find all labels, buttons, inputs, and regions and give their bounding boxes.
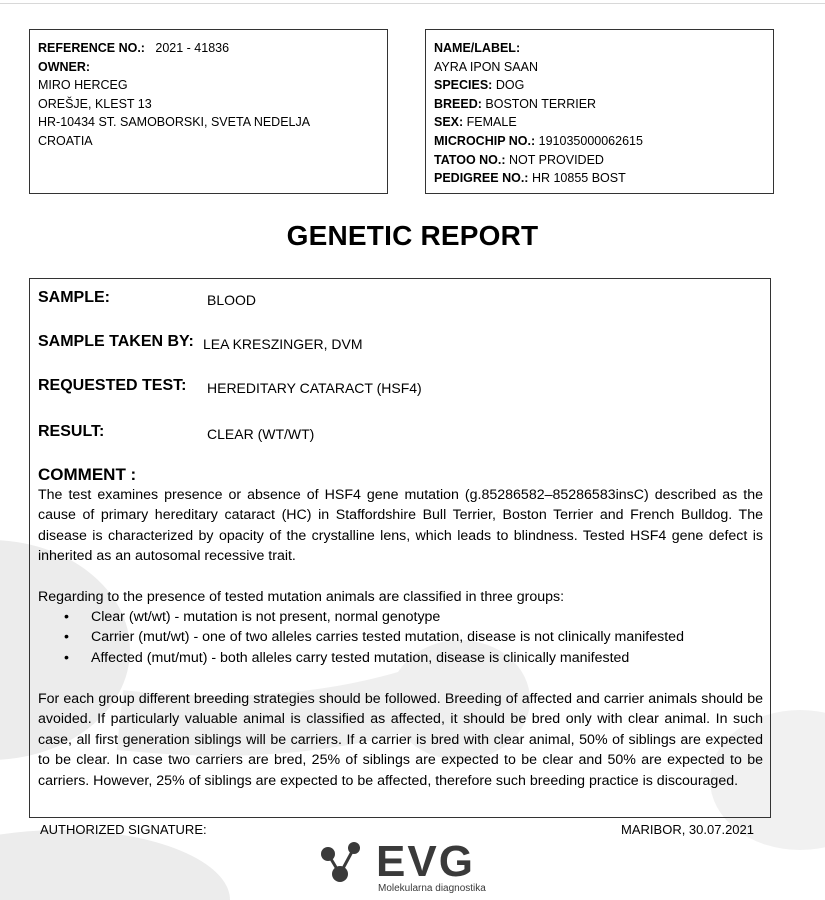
- list-item-text: Clear (wt/wt) - mutation is not present, normal genotype: [91, 609, 441, 625]
- pedigree-label: PEDIGREE NO.:: [434, 171, 529, 186]
- logo-wordmark: EVG: [376, 837, 475, 886]
- comment-paragraph-2: Regarding to the presence of tested mutation animals are classified in three groups:: [38, 589, 565, 605]
- report-body-box: [29, 278, 771, 818]
- sample-label: SAMPLE:: [38, 289, 110, 306]
- pedigree-value: HR 10855 BOST: [531, 171, 626, 186]
- taken-value: LEA KRESZINGER, DVM: [203, 336, 363, 352]
- bullet-dot: •: [64, 649, 69, 666]
- microchip-line: [434, 132, 765, 151]
- bg-blob-bottom-left: [0, 830, 230, 900]
- pet-name-label: NAME/LABEL:: [434, 41, 521, 55]
- evg-molecule-icon: [321, 842, 360, 882]
- reference-label: REFERENCE NO.:: [38, 41, 145, 55]
- pedigree-line: [434, 169, 765, 188]
- owner-country: CROATIA: [38, 133, 93, 148]
- list-item: [38, 607, 763, 627]
- breed-line: [434, 95, 765, 114]
- taken-label: SAMPLE TAKEN BY:: [38, 333, 194, 350]
- logo-subtitle: Molekularna diagnostika: [378, 883, 486, 894]
- genotype-list: [38, 607, 763, 668]
- place-date: MARIBOR, 30.07.2021: [621, 822, 754, 837]
- comment-paragraph-3: For each group different breeding strategies should be followed. Breeding of affected and carrier animals should be avoided. If particularly valuable animal is classified as affected, it should be bred only with clear animal. In such case, all first generation siblings will be carriers. If a carrier is bred with clear animal, 50% of siblings are expected to be clear. In case two carriers are bred, 25% of siblings are expected to be clear and 50% are expected to be carriers. However, 25% of siblings are expected to be affected, therefore such breeding practice is discouraged.: [38, 691, 763, 789]
- list-item: [38, 648, 763, 668]
- microchip-label: MICROCHIP NO.:: [434, 133, 536, 148]
- sex-label: SEX:: [434, 115, 464, 130]
- sex-value: FEMALE: [466, 115, 517, 130]
- species-line: [434, 76, 765, 95]
- list-item-text: Carrier (mut/wt) - one of two alleles carries tested mutation, disease is not clinically manifested: [91, 629, 684, 646]
- breed-label: BREED:: [434, 96, 482, 111]
- breed-value: BOSTON TERRIER: [485, 96, 597, 111]
- tatoo-label: TATOO NO.:: [434, 152, 506, 167]
- list-item-text: Affected (mut/mut) - both alleles carry tested mutation, disease is clinically manifested: [91, 649, 630, 666]
- owner-street: OREŠJE, KLEST 13: [38, 96, 152, 111]
- tatoo-line: [434, 151, 765, 170]
- report-title: GENETIC REPORT: [286, 220, 539, 251]
- species-value: DOG: [495, 78, 525, 93]
- owner-info-box: [29, 29, 388, 194]
- evg-logo: [318, 834, 518, 900]
- signature-label: AUTHORIZED SIGNATURE:: [40, 822, 207, 837]
- reference-line: [38, 39, 379, 58]
- test-label: REQUESTED TEST:: [38, 377, 187, 394]
- result-label: RESULT:: [38, 423, 105, 440]
- pet-info-box: [425, 29, 774, 194]
- comment-paragraph-1: The test examines presence or absence of HSF4 gene mutation (g.85286582–85286583insC) described as the cause of primary hereditary cataract (HC) in Staffordshire Bull Terrier, Boston Terrier and French Bulldog. The disease is characterized by opacity of the crystalline lens, which leads to blindness. Tested HSF4 gene defect is inherited as an autosomal recessive trait.: [38, 487, 763, 565]
- species-label: SPECIES:: [434, 78, 493, 93]
- bullet-dot: •: [64, 609, 69, 625]
- test-value: HEREDITARY CATARACT (HSF4): [207, 380, 422, 396]
- sample-value: BLOOD: [207, 292, 257, 308]
- sex-line: [434, 113, 765, 132]
- microchip-value: 191035000062615: [538, 133, 643, 148]
- owner-label: OWNER:: [38, 59, 91, 74]
- bullet-dot: •: [64, 629, 69, 646]
- reference-value: 2021 - 41836: [155, 41, 230, 55]
- owner-name: MIRO HERCEG: [38, 78, 128, 93]
- tatoo-value: NOT PROVIDED: [509, 152, 604, 167]
- pet-name-value: AYRA IPON SAAN: [434, 59, 538, 74]
- comment-heading: COMMENT :: [38, 465, 137, 484]
- list-item: [38, 627, 763, 647]
- result-value: CLEAR (WT/WT): [207, 426, 315, 442]
- owner-city: HR-10434 ST. SAMOBORSKI, SVETA NEDELJA: [38, 115, 311, 130]
